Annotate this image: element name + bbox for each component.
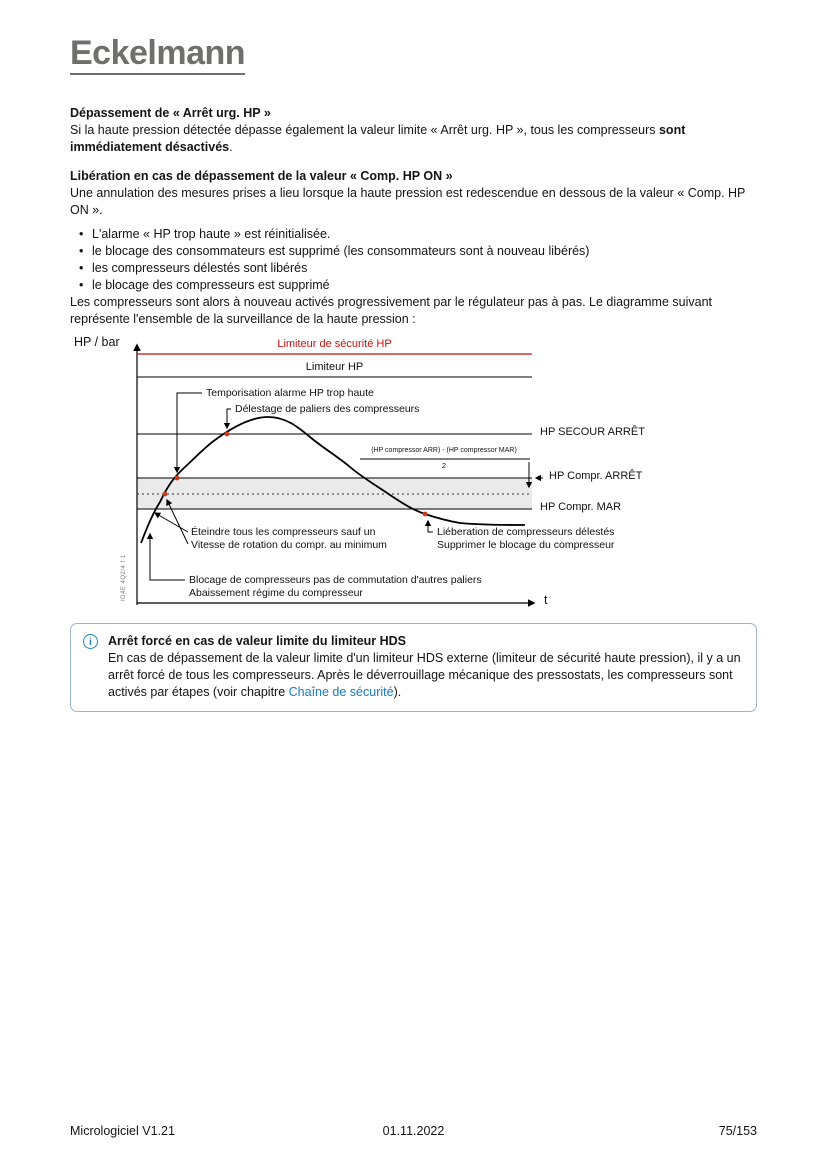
hp-arret-label: HP Compr. ARRÊT xyxy=(549,470,643,482)
annotation-line: Abaissement régime du compresseur xyxy=(189,587,363,599)
annotation-line: Liéberation de compresseurs délestés xyxy=(437,526,615,538)
figure-id: ID4E 4Q2/4 f 1 xyxy=(121,554,127,601)
hp-mar-label: HP Compr. MAR xyxy=(540,501,622,513)
annotation-liberation xyxy=(437,526,614,552)
x-axis-label: t xyxy=(544,593,548,607)
info-box-title: Arrêt forcé en cas de valeur limite du limiteur HDS xyxy=(108,634,407,648)
paragraph-liberation: Une annulation des mesures prises a lieu lorsque la haute pression est redescendue en dessous de la valeur « Comp. HP ON ». xyxy=(70,186,746,217)
annotation-blocage xyxy=(189,574,482,600)
blocage-connector xyxy=(150,534,185,580)
list-item: • les compresseurs délestés sont libérés xyxy=(79,260,757,277)
safety-limiter-label: Limiteur de sécurité HP xyxy=(277,338,392,350)
info-box-body xyxy=(108,650,744,701)
page-footer xyxy=(70,1124,757,1138)
formula-denominator: 2 xyxy=(441,461,447,470)
event-dot xyxy=(423,512,428,517)
formula-numerator: (HP compressor ARR) - (HP compressor MAR) xyxy=(371,447,517,454)
annotation-line: Supprimer le blocage du compresseur xyxy=(437,539,615,551)
y-axis-label: HP / bar xyxy=(74,335,120,349)
annotation-line: Blocage de compresseurs pas de commutation d'autres paliers xyxy=(189,574,482,586)
info-body-pre: En cas de dépassement de la valeur limite d'un limiteur HDS externe (limiteur de sécurité haute pression), il y a un arrêt forcé de tous les compresseurs. Après le déverrouillage mécanique des pressostats, les compresseurs sont activés par étapes (voir chapitre xyxy=(108,651,741,699)
annotation-temporisation: Temporisation alarme HP trop haute xyxy=(206,387,374,399)
hp-secour-label: HP SECOUR ARRÊT xyxy=(540,426,645,438)
info-body-post: ). xyxy=(393,685,402,699)
footer-page-number: 75/153 xyxy=(718,1124,757,1138)
temporisation-connector xyxy=(177,393,202,472)
event-dot xyxy=(175,476,180,481)
delestage-connector xyxy=(227,409,231,428)
list-item: • le blocage des compresseurs est supprimé xyxy=(79,277,757,294)
footer-date: 01.11.2022 xyxy=(382,1124,445,1138)
annotation-delestage: Délestage de paliers des compresseurs xyxy=(235,403,420,415)
info-icon: i xyxy=(83,634,98,649)
p1-post: . xyxy=(229,140,233,154)
p1-pre: Si la haute pression détectée dépasse également la valeur limite « Arrêt urg. HP », tous les compresseurs xyxy=(70,123,659,137)
paragraph-depassement xyxy=(70,122,757,156)
list-item: • le blocage des consommateurs est supprimé (les consommateurs sont à nouveau libérés) xyxy=(79,243,757,260)
footer-version: Micrologiciel V1.21 xyxy=(70,1124,175,1138)
liberation-connector xyxy=(428,521,433,532)
limiter-label: Limiteur HP xyxy=(305,361,364,373)
p1-bold: sont immédiatement désactivés xyxy=(70,123,686,154)
eckelmann-logo: Eckelmann xyxy=(70,36,245,75)
event-dot xyxy=(225,432,230,437)
hp-monitoring-diagram xyxy=(70,333,757,611)
heading-liberation: Libération en cas de dépassement de la valeur « Comp. HP ON » xyxy=(70,169,453,183)
annotation-line: Vitesse de rotation du compr. au minimum xyxy=(191,539,387,551)
annotation-eteindre xyxy=(191,526,387,552)
heading-depassement: Dépassement de « Arrêt urg. HP » xyxy=(70,106,271,120)
bullet-list xyxy=(70,226,757,294)
eteindre-arrow xyxy=(155,513,188,532)
chaine-securite-link[interactable]: Chaîne de sécurité xyxy=(288,685,394,699)
paragraph-intro-diagram: Les compresseurs sont alors à nouveau activés progressivement par le régulateur pas à pas. Le diagramme suivant représente l'ensemble de la surveillance de la haute pression : xyxy=(70,295,713,326)
info-box xyxy=(70,623,757,712)
event-dot xyxy=(163,492,168,497)
annotation-line: Éteindre tous les compresseurs sauf un xyxy=(191,526,376,538)
list-item: • L'alarme « HP trop haute » est réinitialisée. xyxy=(79,226,757,243)
info-box-text xyxy=(108,633,744,701)
diagram-graphics xyxy=(70,333,760,611)
